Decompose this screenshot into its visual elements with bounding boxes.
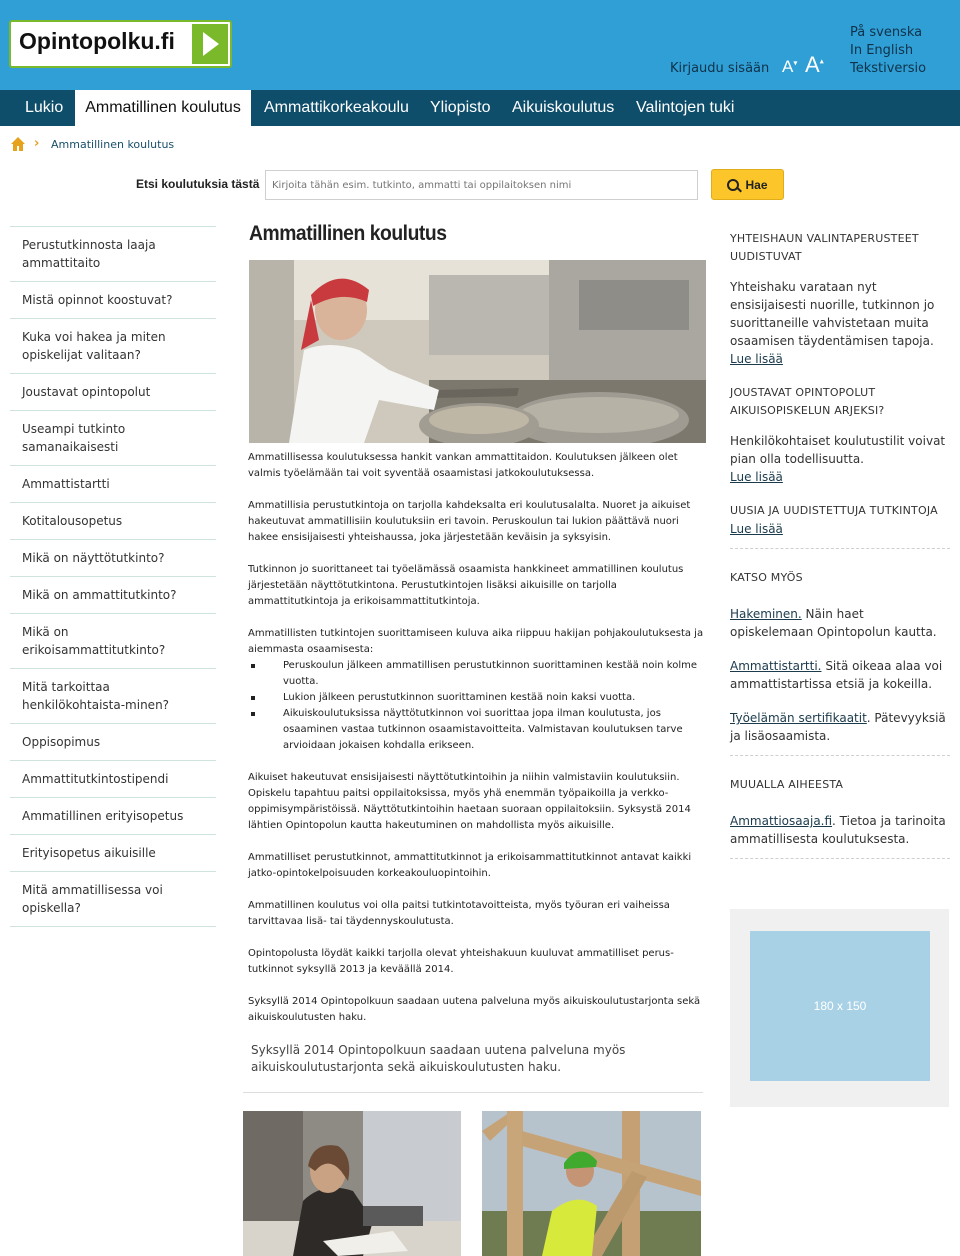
sidebar-item[interactable]: Kotitalousopetus (10, 502, 216, 539)
nav-item-aikuiskoulutus[interactable]: Aikuiskoulutus (512, 99, 615, 116)
article-paragraph: Ammatillinen koulutus voi olla paitsi tutkintotavoitteista, myös työuran eri vaiheissa tarvittavaa lisä- tai täydennyskoulutusta. (248, 900, 670, 927)
logo-text: Opintopolku.fi (19, 28, 175, 54)
home-icon[interactable] (10, 136, 26, 152)
search-input[interactable] (265, 170, 698, 200)
section-text: Yhteishaku varataan nyt ensisijaisesti nuorille, tutkinnon jo suorittaneille vahvistetaan muita osaamisen täydentämisen tapoja. (730, 280, 935, 348)
list-item: Peruskoulun jälkeen ammatillisen perustutkinnon suorittaminen kestää noin kolme vuotta. (248, 658, 704, 690)
logo-arrow-icon (192, 24, 228, 64)
closing-text: Syksyllä 2014 Opintopolkuun saadaan uutena palveluna myös aikuiskoulutustarjonta sekä aikuiskoulutusten haku. (251, 1043, 626, 1074)
nav-item-lukio[interactable]: Lukio (25, 99, 64, 116)
sidebar-item[interactable]: Ammatillinen erityisopetus (10, 797, 216, 834)
student-reading-image (243, 1111, 461, 1256)
divider (730, 858, 950, 859)
divider (243, 1092, 703, 1093)
side-nav (10, 226, 216, 927)
article-paragraph: Ammatillisia perustutkintoja on tarjolla kahdeksalta eri koulutusalalta. Nuoret ja aikuiset hakeutuvat ammatillisiin koulutuksiin eri tavoin. Peruskoulun tai lukion päättävä nuori hakee ensisijaisesti yhteishaussa, joka järjestetään keväisin ja syksyisin. (248, 500, 691, 543)
hero-image-chef (249, 260, 706, 443)
site-header (0, 0, 960, 90)
text-version-link[interactable]: Tekstiversio (850, 61, 927, 76)
nav-item-yliopisto[interactable]: Yliopisto (430, 99, 491, 116)
article-paragraph: Opintopolusta löydät kaikki tarjolla olevat yhteishakuun kuuluvat ammatilliset perus-tutkinnot syksyllä 2013 ja keväällä 2014. (248, 948, 674, 975)
divider (730, 755, 950, 756)
article-paragraph: Ammatilliset perustutkinnot, ammattitutkinnot ja erikoisammattitutkinnot antavat kaikki jatko-opintokelpoisuuden korkeakouluopintoihin. (248, 852, 692, 879)
sidebar-item[interactable]: Erityisopetus aikuisille (10, 834, 216, 871)
sidebar-item[interactable]: Mitä tarkoittaa henkilökohtaista-minen? (10, 668, 216, 723)
chevron-right-icon: › (34, 136, 40, 151)
see-also-heading: KATSO MYÖS (730, 571, 803, 584)
sidebar-item[interactable]: Ammattistartti (10, 465, 216, 502)
see-also-link[interactable]: Ammattistartti. (730, 659, 822, 673)
lang-swedish-link[interactable]: På svenska (850, 25, 923, 40)
article-paragraph: Ammatillisten tutkintojen suorittamiseen kuluva aika riippuu hakijan pohjakoulutuksesta ja aiemmasta osaamisesta: (248, 628, 704, 655)
see-also-item: Työelämän sertifikaatit. Pätevyyksiä ja lisäosaamista. (730, 711, 946, 743)
sidebar-item[interactable]: Ammattitutkintostipendi (10, 760, 216, 797)
sidebar-item[interactable]: Mikä on näyttötutkinto? (10, 539, 216, 576)
right-sidebar (730, 230, 950, 879)
nav-item-ammatillinen[interactable]: Ammatillinen koulutus (75, 90, 251, 126)
nav-item-valintojen-tuki[interactable]: Valintojen tuki (636, 99, 735, 116)
sidebar-item[interactable]: Perustutkinnosta laaja ammattitaito (10, 226, 216, 281)
sidebar-item[interactable]: Mikä on erikoisammattitutkinto? (10, 613, 216, 668)
site-logo[interactable] (9, 20, 232, 68)
read-more-link[interactable]: Lue lisää (730, 522, 783, 536)
language-links (850, 24, 926, 78)
article-body (248, 450, 704, 1042)
elsewhere-heading: MUUALLA AIHEESTA (730, 778, 844, 791)
article-paragraph: Ammatillisessa koulutuksessa hankit vankan ammattitaidon. Koulutuksen jälkeen olet valmis työelämään tai voit syventää osaamistasi jatkokoulutuksessa. (248, 452, 678, 479)
article-paragraph: Syksyllä 2014 Opintopolkuun saadaan uutena palveluna myös aikuiskoulutustarjonta sekä aikuiskoulutusten haku. (248, 996, 701, 1023)
read-more-link[interactable]: Lue lisää (730, 352, 783, 366)
list-item: Lukion jälkeen perustutkinnon suorittaminen kestää noin kaksi vuotta. (248, 690, 704, 706)
section-text: Henkilökohtaiset koulutustilit voivat pian olla todellisuutta. (730, 434, 946, 466)
read-more-link[interactable]: Lue lisää (730, 470, 783, 484)
search-icon (727, 179, 739, 191)
breadcrumb-current[interactable]: Ammatillinen koulutus (51, 138, 175, 151)
sidebar-item[interactable]: Useampi tutkinto samanaikaisesti (10, 410, 216, 465)
sidebar-item[interactable]: Joustavat opintopolut (10, 373, 216, 410)
search-label: Etsi koulutuksia tästä (136, 177, 260, 191)
article-paragraph: Tutkinnon jo suorittaneet tai työelämässä osaamista hankkineet ammatillinen koulutus järjestetään näyttötutkintona. Perustutkintojen lisäksi aikuisille on tarjolla ammattitutkintoja ja erikoisammattitutkintoja. (248, 564, 684, 607)
sidebar-item[interactable]: Mitä ammatillisessa voi opiskella? (10, 871, 216, 927)
elsewhere-link[interactable]: Ammattiosaaja.fi (730, 814, 833, 828)
duration-list (248, 658, 704, 754)
elsewhere-item: Ammattiosaaja.fi. Tietoa ja tarinoita ammatillisesta koulutuksesta. (730, 814, 946, 846)
section-heading: UUSIA JA UUDISTETTUJA TUTKINTOJA (730, 504, 938, 517)
see-also-item: Ammattistartti. Sitä oikeaa alaa voi ammattistartissa etsiä ja kokeilla. (730, 659, 943, 691)
login-link[interactable]: Kirjaudu sisään (670, 61, 770, 76)
search-button[interactable]: Hae (711, 169, 784, 200)
ad-container (730, 909, 949, 1107)
see-also-link[interactable]: Hakeminen. (730, 607, 802, 621)
construction-worker-image (482, 1111, 701, 1256)
section-heading: YHTEISHAUN VALINTAPERUSTEET UUDISTUVAT (730, 232, 919, 263)
sidebar-item[interactable]: Mikä on ammattitutkinto? (10, 576, 216, 613)
ad-placeholder[interactable]: 180 x 150 (750, 931, 930, 1081)
page-title: Ammatillinen koulutus (249, 222, 447, 245)
see-also-item: Hakeminen. Näin haet opiskelemaan Opintopolun kautta. (730, 607, 937, 639)
font-decrease-button[interactable]: A▾ (782, 57, 798, 76)
lang-english-link[interactable]: In English (850, 43, 914, 58)
section-heading: JOUSTAVAT OPINTOPOLUT AIKUISOPISKELUN ARJEKSI? (730, 386, 885, 417)
main-nav (0, 90, 960, 126)
font-increase-button[interactable]: A▴ (805, 52, 824, 77)
sidebar-item[interactable]: Oppisopimus (10, 723, 216, 760)
sidebar-item[interactable]: Kuka voi hakea ja miten opiskelijat valitaan? (10, 318, 216, 373)
sidebar-item[interactable]: Mistä opinnot koostuvat? (10, 281, 216, 318)
divider (730, 548, 950, 549)
article-paragraph: Aikuiset hakeutuvat ensisijaisesti näyttötutkintoihin ja niihin valmistaviin koulutuksiin. Opiskelu tapahtuu paitsi oppilaitoksissa, myös yhä enemmän työpaikoilla ja verkko-oppimisympäristöissä. Näyttötutkintoihin haetaan suoraan oppilaitoksiin. Syksystä 2014 lähtien Opintopolun kautta hakeutuminen on mahdollista myös aikuisille. (248, 772, 691, 831)
list-item: Aikuiskoulutuksissa näyttötutkinnon voi suorittaa jopa ilman koulutusta, jos osaaminen vastaa tutkinnon osaamistavoitteita. Valmistavan koulutuksen tarve arvioidaan jokaisen kohdalla erikseen. (248, 706, 704, 754)
nav-item-amk[interactable]: Ammattikorkeakoulu (264, 99, 409, 116)
see-also-link[interactable]: Työelämän sertifikaatit (730, 711, 867, 725)
